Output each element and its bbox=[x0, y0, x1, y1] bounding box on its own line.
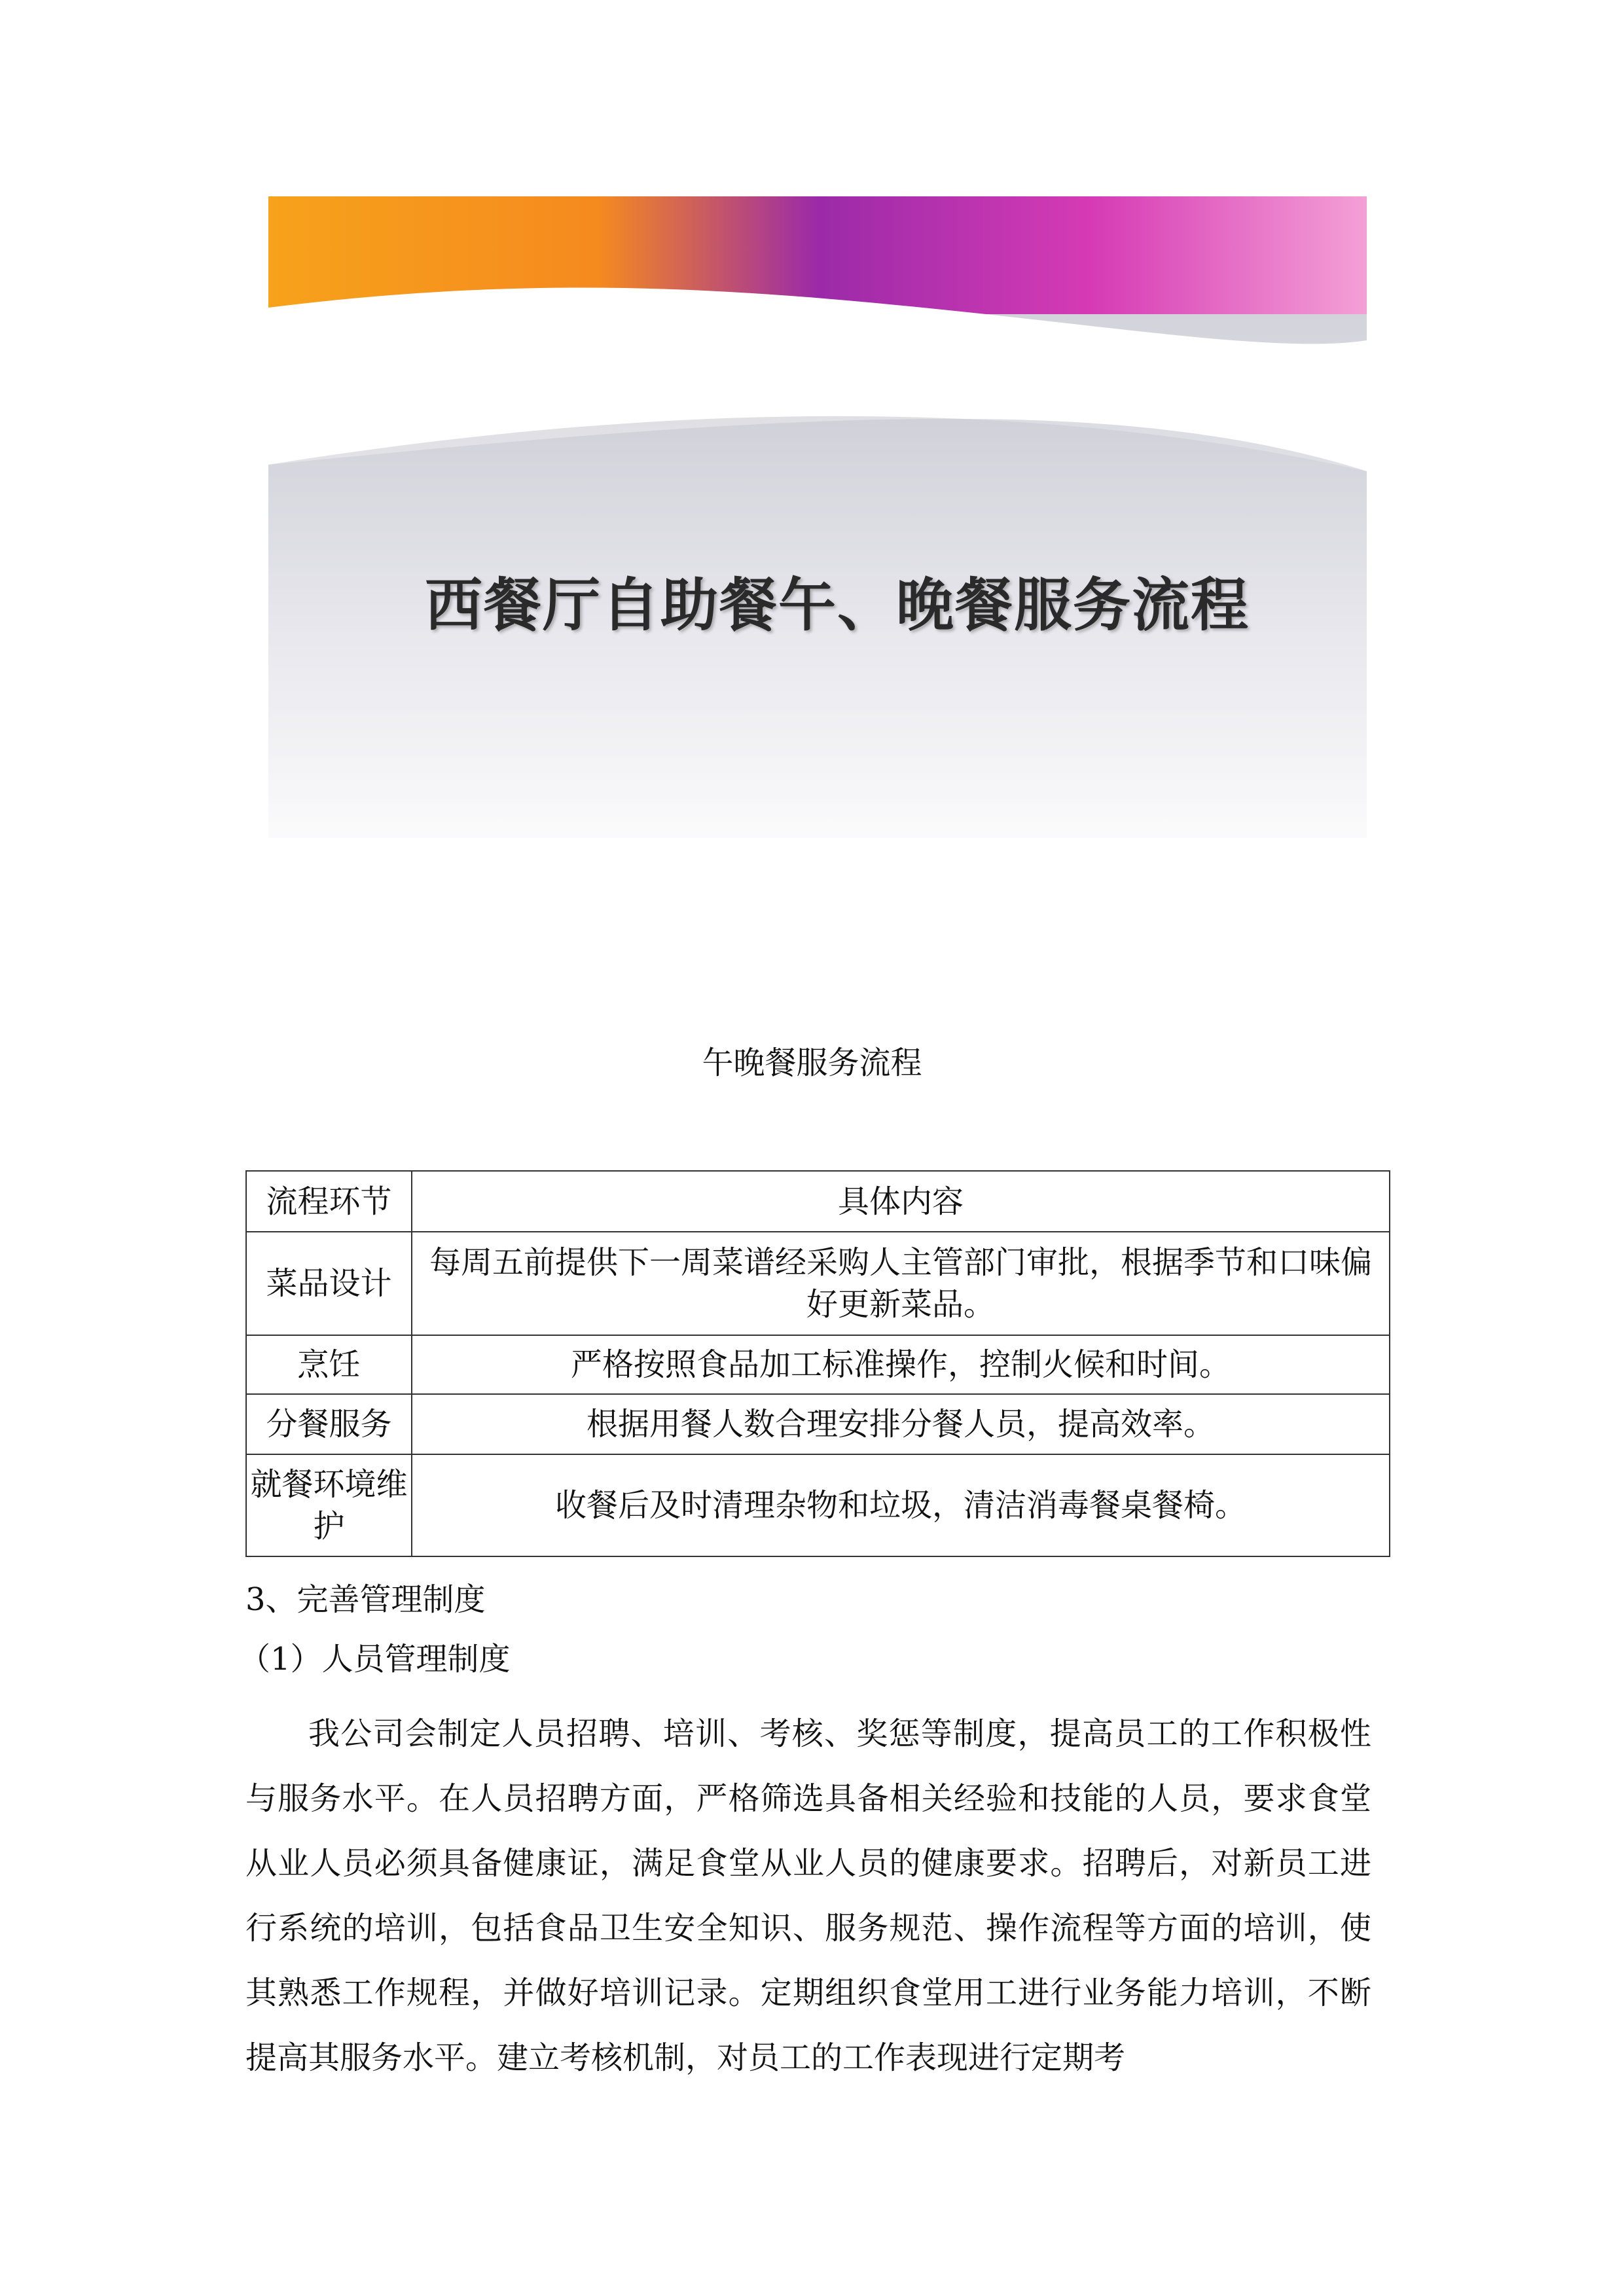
row-content: 严格按照食品加工标准操作，控制火候和时间。 bbox=[412, 1335, 1390, 1394]
table-caption: 午晚餐服务流程 bbox=[702, 1045, 922, 1081]
service-flow-table bbox=[245, 1170, 1390, 1557]
banner-background bbox=[268, 196, 1367, 886]
table-row bbox=[246, 1394, 1390, 1454]
row-content: 每周五前提供下一周菜谱经采购人主管部门审批，根据季节和口味偏好更新菜品。 bbox=[412, 1232, 1390, 1335]
row-step: 就餐环境维护 bbox=[246, 1454, 412, 1556]
subsection-heading: （1）人员管理制度 bbox=[239, 1641, 511, 1677]
row-step: 烹饪 bbox=[246, 1335, 412, 1394]
banner-image bbox=[268, 196, 1367, 886]
header-step: 流程环节 bbox=[246, 1171, 412, 1232]
body-paragraph: 我公司会制定人员招聘、培训、考核、奖惩等制度，提高员工的工作积极性与服务水平。在人员招聘方面，严格筛选具备相关经验和技能的人员，要求食堂从业人员必须具备健康证，满足食堂从业人员的健康要求。招聘后，对新员工进行系统的培训，包括食品卫生安全知识、服务规范、操作流程等方面的培训，使其熟悉工作规程，并做好培训记录。定期组织食堂用工进行业务能力培训，不断提高其服务水平。建立考核机制，对员工的工作表现进行定期考 bbox=[245, 1715, 1371, 2076]
row-content: 根据用餐人数合理安排分餐人员，提高效率。 bbox=[412, 1394, 1390, 1454]
row-content: 收餐后及时清理杂物和垃圾，清洁消毒餐桌餐椅。 bbox=[412, 1454, 1390, 1556]
table-row bbox=[246, 1454, 1390, 1556]
row-step: 分餐服务 bbox=[246, 1394, 412, 1454]
row-step: 菜品设计 bbox=[246, 1232, 412, 1335]
table-header-row bbox=[246, 1171, 1390, 1232]
table-row bbox=[246, 1232, 1390, 1335]
banner-title: 西餐厅自助餐午、晚餐服务流程 bbox=[424, 571, 1250, 639]
table-row bbox=[246, 1335, 1390, 1394]
header-content: 具体内容 bbox=[412, 1171, 1390, 1232]
section-heading: 3、完善管理制度 bbox=[245, 1581, 486, 1618]
